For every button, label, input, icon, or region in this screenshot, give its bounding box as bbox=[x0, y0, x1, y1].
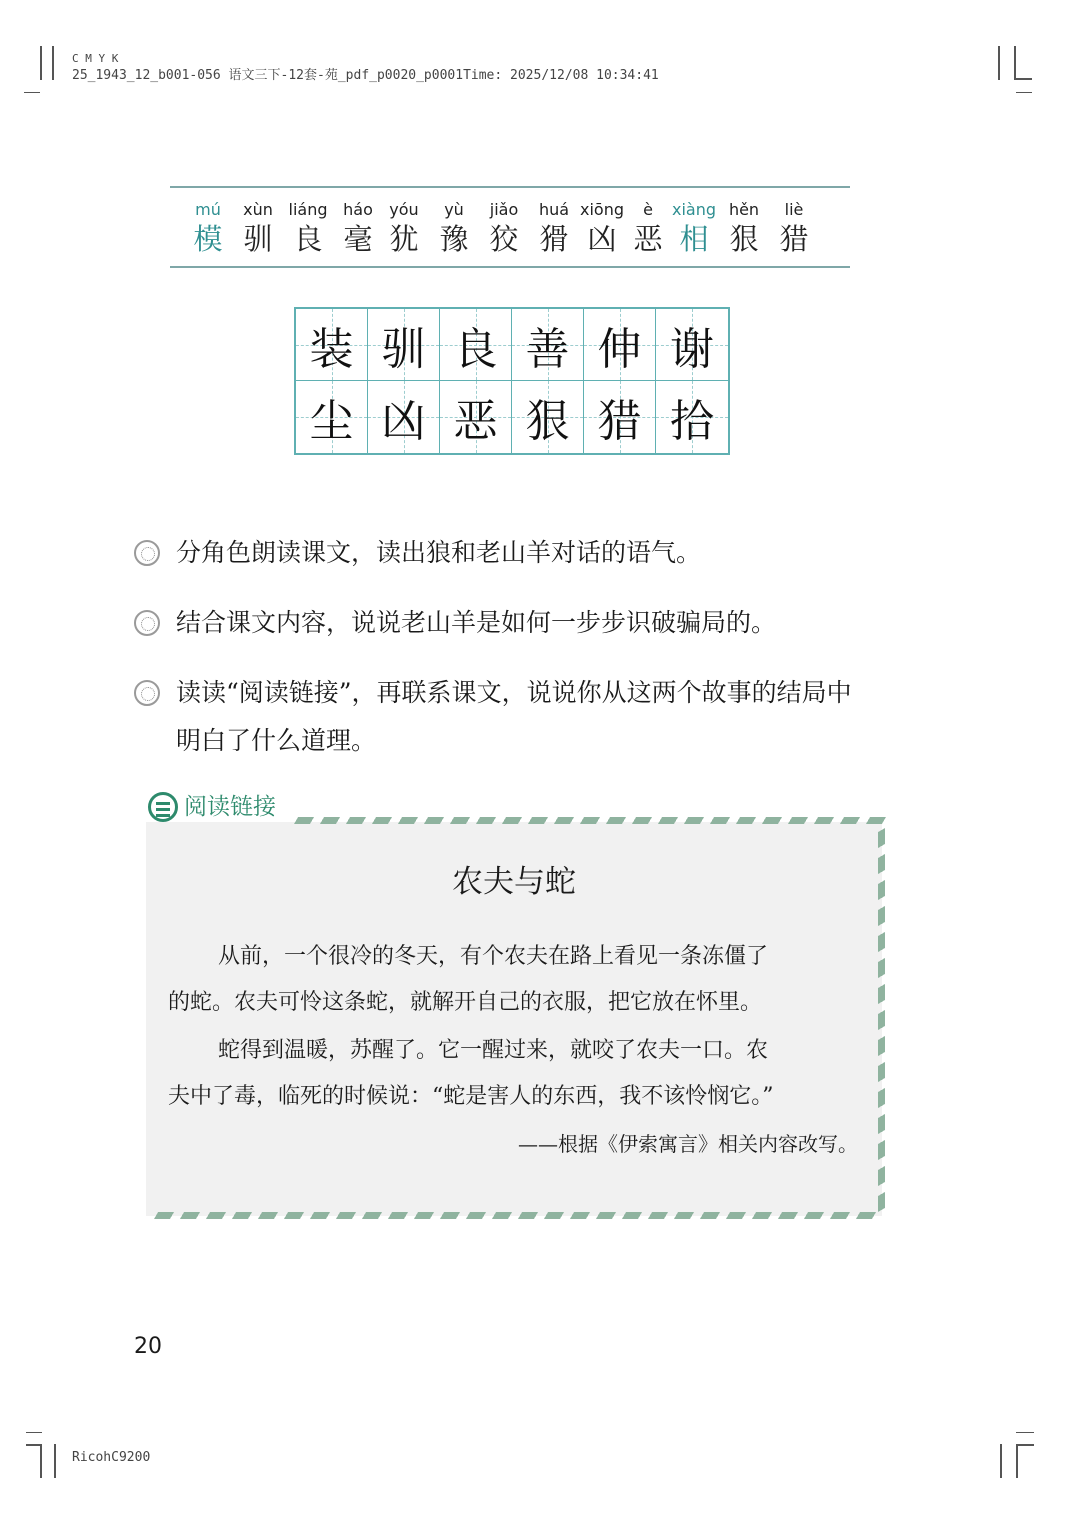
grid-cell bbox=[656, 381, 728, 453]
vocab-pinyin: hěn bbox=[728, 200, 760, 219]
grid-character: 拾 bbox=[670, 396, 714, 447]
story-line: 蛇得到温暖，苏醒了。它一醒过来，就咬了农夫一口。农 bbox=[218, 1038, 769, 1063]
vocab-character: 猎 bbox=[779, 222, 809, 256]
crop-mark bbox=[1016, 92, 1032, 93]
grid-cell bbox=[368, 381, 440, 453]
story-source: ——根据《伊索寓言》相关内容改写。 bbox=[518, 1132, 858, 1156]
grid-character: 尘 bbox=[309, 396, 354, 447]
vocab-item bbox=[668, 198, 720, 256]
dashed-border-bottom bbox=[154, 1212, 878, 1219]
story-line: 的蛇。农夫可怜这条蛇，就解开自己的衣服，把它放在怀里。 bbox=[168, 990, 763, 1015]
grid-cell bbox=[512, 309, 584, 381]
exercise-text: 读读“阅读链接”，再联系课文，说说你从这两个故事的结局中 bbox=[176, 678, 852, 707]
grid-character: 装 bbox=[309, 323, 354, 375]
crop-mark bbox=[1000, 1444, 1002, 1478]
grid-cell bbox=[296, 309, 368, 381]
crop-mark bbox=[1014, 78, 1032, 80]
vocab-item bbox=[768, 198, 820, 256]
vocab-pinyin: xùn bbox=[243, 200, 273, 219]
vocab-item bbox=[282, 198, 334, 256]
print-color-marks: C M Y K bbox=[72, 52, 119, 65]
vocab-character: 凶 bbox=[587, 222, 617, 256]
crop-mark bbox=[1016, 1432, 1034, 1433]
grid-cell bbox=[296, 381, 368, 453]
exercise-text: 结合课文内容，说说老山羊是如何一步步识破骗局的。 bbox=[176, 608, 777, 637]
vocab-item bbox=[576, 198, 628, 256]
exercise-bullet-icon bbox=[134, 680, 160, 706]
vocab-character: 豫 bbox=[439, 222, 469, 256]
vocab-item bbox=[428, 198, 480, 256]
grid-cell bbox=[368, 309, 440, 381]
vocab-pinyin: liè bbox=[784, 200, 804, 219]
vocab-character: 模 bbox=[193, 222, 223, 256]
vocab-pinyin: liáng bbox=[288, 200, 328, 219]
vocab-character: 猾 bbox=[539, 222, 569, 256]
exercise-bullet-icon bbox=[134, 610, 160, 636]
grid-cell bbox=[512, 381, 584, 453]
crop-mark bbox=[1014, 46, 1016, 80]
crop-mark bbox=[1016, 1444, 1018, 1478]
vocab-character: 相 bbox=[679, 222, 709, 256]
vocab-character: 恶 bbox=[633, 222, 663, 256]
grid-cell bbox=[440, 381, 512, 453]
vocab-item bbox=[332, 198, 384, 256]
vocab-item bbox=[622, 198, 674, 256]
crop-mark bbox=[40, 1444, 42, 1478]
grid-cell bbox=[584, 381, 656, 453]
vocab-pinyin: yù bbox=[444, 200, 464, 219]
book-icon bbox=[148, 792, 178, 822]
crop-mark bbox=[54, 1444, 56, 1478]
crop-mark bbox=[24, 92, 40, 93]
vocab-item bbox=[182, 198, 234, 256]
vocab-pinyin: mú bbox=[195, 200, 221, 219]
grid-character: 良 bbox=[453, 323, 498, 375]
grid-character: 善 bbox=[525, 323, 570, 375]
vocab-pinyin: è bbox=[643, 200, 653, 219]
exercise-text: 明白了什么道理。 bbox=[176, 726, 377, 755]
grid-character: 驯 bbox=[381, 323, 426, 375]
grid-character: 狠 bbox=[525, 396, 570, 447]
exercise-text: 分角色朗读课文，读出狼和老山羊对话的语气。 bbox=[176, 538, 702, 567]
vocab-item bbox=[478, 198, 530, 256]
story-line: 从前，一个很冷的冬天，有个农夫在路上看见一条冻僵了 bbox=[218, 944, 769, 969]
story-line: 夫中了毒，临死的时候说：“蛇是害人的东西，我不该怜悯它。” bbox=[168, 1084, 774, 1109]
crop-mark bbox=[26, 1432, 42, 1433]
grid-character: 伸 bbox=[597, 323, 642, 375]
grid-character: 凶 bbox=[381, 396, 426, 447]
grid-character: 谢 bbox=[670, 323, 714, 375]
vocab-pinyin: xiàng bbox=[671, 200, 716, 219]
vocab-character: 毫 bbox=[343, 222, 373, 256]
vocab-pinyin: xiōng bbox=[580, 200, 624, 219]
crop-mark bbox=[998, 46, 1000, 80]
vocab-bottom-rule bbox=[170, 266, 850, 268]
vocab-pinyin: jiǎo bbox=[489, 200, 519, 219]
crop-mark bbox=[1016, 1444, 1034, 1446]
story-title: 农夫与蛇 bbox=[452, 864, 576, 900]
vocab-pinyin: háo bbox=[343, 200, 373, 219]
vocab-pinyin: yóu bbox=[389, 200, 419, 219]
dashed-border-top bbox=[294, 817, 886, 824]
vocab-character: 驯 bbox=[243, 222, 273, 256]
vocab-item bbox=[232, 198, 284, 256]
grid-character: 猎 bbox=[597, 396, 642, 447]
vocab-character: 狡 bbox=[489, 222, 519, 256]
vocab-character: 狠 bbox=[729, 222, 759, 256]
grid-cell bbox=[656, 309, 728, 381]
page-number: 20 bbox=[134, 1334, 162, 1359]
reading-link-label: 阅读链接 bbox=[184, 794, 276, 820]
vocab-top-rule bbox=[170, 186, 850, 188]
vocab-character: 犹 bbox=[389, 222, 419, 256]
crop-mark bbox=[40, 46, 42, 80]
vocab-item bbox=[528, 198, 580, 256]
vocab-item bbox=[378, 198, 430, 256]
vocab-item bbox=[718, 198, 770, 256]
crop-mark bbox=[52, 46, 54, 80]
crop-mark bbox=[26, 1444, 42, 1446]
vocab-pinyin: huá bbox=[538, 200, 570, 219]
writing-grid bbox=[294, 307, 730, 455]
grid-cell bbox=[440, 309, 512, 381]
print-device: RicohC9200 bbox=[72, 1450, 151, 1465]
grid-cell bbox=[584, 309, 656, 381]
grid-character: 恶 bbox=[453, 396, 498, 447]
exercise-bullet-icon bbox=[134, 540, 160, 566]
print-job-info: 25_1943_12_b001-056 语文三下-12套-苑_pdf_p0020_p0001Time: 2025/12/08 10:34:41 bbox=[72, 68, 659, 83]
vocab-character: 良 bbox=[293, 222, 323, 256]
